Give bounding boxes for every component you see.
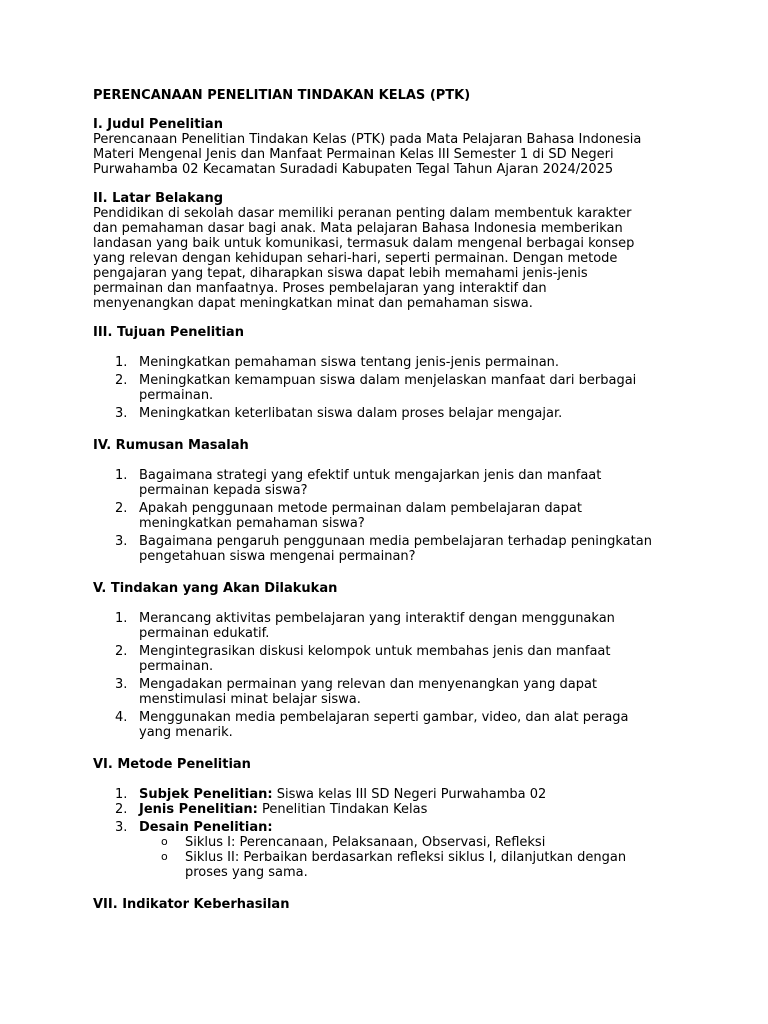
text-line: permainan. (139, 659, 214, 674)
list-item (93, 820, 683, 880)
list-item (93, 355, 683, 370)
desain-bullet-list (139, 835, 683, 880)
text-line: pengetahuan siswa mengenai permainan? (139, 549, 416, 564)
item-label: Subjek Penelitian: (139, 787, 273, 802)
list-number: 2. (115, 501, 128, 516)
text-line: Meningkatkan keterlibatan siswa dalam proses belajar mengajar. (139, 406, 563, 421)
section-heading-metode: VI. Metode Penelitian (93, 757, 251, 772)
list-number: 4. (115, 710, 128, 725)
section-heading-judul: I. Judul Penelitian (93, 117, 223, 132)
text-line: Materi Mengenal Jenis dan Manfaat Permainan Kelas III Semester 1 di SD Negeri (93, 147, 614, 162)
text-line: Perencanaan Penelitian Tindakan Kelas (PTK) pada Mata Pelajaran Bahasa Indonesia (93, 132, 642, 147)
list-number: 3. (115, 820, 128, 835)
text-line: Mengintegrasikan diskusi kelompok untuk membahas jenis dan manfaat (139, 644, 611, 659)
list-item (93, 468, 683, 498)
list-number: 2. (115, 802, 128, 817)
text-line: permainan kepada siswa? (139, 483, 308, 498)
list-number: 1. (115, 468, 128, 483)
metode-list (93, 787, 683, 880)
tujuan-list (93, 355, 683, 421)
text-line: permainan. (139, 388, 214, 403)
list-item (93, 501, 683, 531)
list-number: 1. (115, 355, 128, 370)
list-number: 1. (115, 787, 128, 802)
text-line: proses yang sama. (185, 865, 308, 880)
section-heading-tujuan: III. Tujuan Penelitian (93, 325, 244, 340)
text-line: yang relevan dengan kehidupan sehari-hari, seperti permainan. Dengan metode (93, 251, 618, 266)
text-line: Siklus I: Perencanaan, Pelaksanaan, Observasi, Refleksi (185, 835, 546, 850)
item-value: Siswa kelas III SD Negeri Purwahamba 02 (272, 787, 547, 802)
text-line: Bagaimana strategi yang efektif untuk mengajarkan jenis dan manfaat (139, 468, 602, 483)
text-line: menyenangkan dapat meningkatkan minat dan pemahaman siswa. (93, 296, 533, 311)
document-title: PERENCANAAN PENELITIAN TINDAKAN KELAS (PTK) (93, 88, 471, 103)
list-item (93, 677, 683, 707)
bullet-item (139, 850, 683, 880)
text-line: Meningkatkan pemahaman siswa tentang jenis-jenis permainan. (139, 355, 560, 370)
text-line: Pendidikan di sekolah dasar memiliki peranan penting dalam membentuk karakter (93, 206, 632, 221)
section-heading-indikator: VII. Indikator Keberhasilan (93, 897, 290, 912)
section-heading-rumusan: IV. Rumusan Masalah (93, 438, 249, 453)
text-line: landasan yang baik untuk komunikasi, termasuk dalam mengenal berbagai konsep (93, 236, 635, 251)
list-item (93, 787, 683, 802)
bullet-symbol: o (161, 850, 168, 863)
list-number: 2. (115, 644, 128, 659)
list-item (93, 406, 683, 421)
text-line: Siklus II: Perbaikan berdasarkan refleksi siklus I, dilanjutkan dengan (185, 850, 627, 865)
list-item (93, 802, 683, 817)
bullet-item (139, 835, 683, 850)
list-number: 3. (115, 406, 128, 421)
text-line: Meningkatkan kemampuan siswa dalam menjelaskan manfaat dari berbagai (139, 373, 637, 388)
list-item (93, 710, 683, 740)
text-line: Purwahamba 02 Kecamatan Suradadi Kabupaten Tegal Tahun Ajaran 2024/2025 (93, 162, 614, 177)
text-line: permainan edukatif. (139, 626, 270, 641)
text-line: menstimulasi minat belajar siswa. (139, 692, 361, 707)
list-number: 3. (115, 677, 128, 692)
text-line: dan pemahaman dasar bagi anak. Mata pelajaran Bahasa Indonesia memberikan (93, 221, 623, 236)
tindakan-list (93, 611, 683, 740)
item-value: Penelitian Tindakan Kelas (257, 802, 428, 817)
latar-paragraph (93, 206, 683, 311)
bullet-symbol: o (161, 835, 168, 848)
document-page (93, 88, 683, 912)
text-line: pengajaran yang tepat, diharapkan siswa dapat lebih memahami jenis-jenis (93, 266, 588, 281)
list-item (93, 373, 683, 403)
text-line: Apakah penggunaan metode permainan dalam pembelajaran dapat (139, 501, 582, 516)
text-line: Merancang aktivitas pembelajaran yang interaktif dengan menggunakan (139, 611, 615, 626)
section-heading-tindakan: V. Tindakan yang Akan Dilakukan (93, 581, 338, 596)
list-number: 1. (115, 611, 128, 626)
list-item (93, 534, 683, 564)
text-line: permainan dan manfaatnya. Proses pembelajaran yang interaktif dan (93, 281, 547, 296)
item-label: Jenis Penelitian: (139, 802, 258, 817)
list-number: 2. (115, 373, 128, 388)
list-number: 3. (115, 534, 128, 549)
text-line: yang menarik. (139, 725, 233, 740)
judul-paragraph (93, 132, 683, 177)
list-item (93, 611, 683, 641)
rumusan-list (93, 468, 683, 564)
text-line: Mengadakan permainan yang relevan dan menyenangkan yang dapat (139, 677, 598, 692)
section-heading-latar: II. Latar Belakang (93, 191, 224, 206)
text-line: Menggunakan media pembelajaran seperti gambar, video, dan alat peraga (139, 710, 629, 725)
text-line: meningkatkan pemahaman siswa? (139, 516, 365, 531)
item-label: Desain Penelitian: (139, 820, 273, 835)
text-line: Bagaimana pengaruh penggunaan media pembelajaran terhadap peningkatan (139, 534, 652, 549)
list-item (93, 644, 683, 674)
